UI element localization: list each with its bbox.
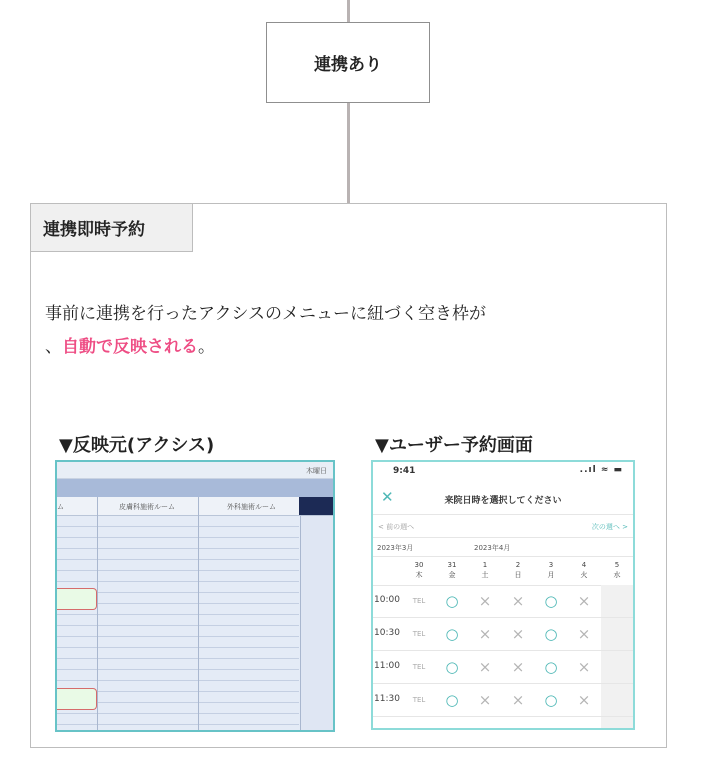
- phone-title-bar: [373, 484, 633, 515]
- day-header: [437, 560, 467, 580]
- instant-booking-panel: [30, 203, 667, 748]
- day-number: 30: [414, 561, 424, 569]
- week-nav: [373, 515, 633, 538]
- axis-dark-header-cell: [299, 497, 335, 515]
- flow-connector-bottom: [347, 103, 350, 203]
- day-header: [569, 560, 599, 580]
- phone-title: 来院日時を選択してください: [444, 496, 562, 506]
- slot-tel-cell: TEL: [412, 597, 426, 605]
- slot-tel-cell: TEL: [412, 630, 426, 638]
- axis-col-1: ム: [57, 503, 64, 511]
- time-slot-row: [373, 684, 633, 717]
- slot-available-icon[interactable]: ○: [445, 691, 459, 709]
- caption-user-booking: ▼ユーザー予約画面: [375, 435, 533, 456]
- slot-available-icon[interactable]: ○: [544, 592, 558, 610]
- time-slot-row: [373, 618, 633, 651]
- axis-top-row: [57, 462, 333, 479]
- flow-connector-top: [347, 0, 350, 22]
- slot-available-icon[interactable]: ○: [544, 658, 558, 676]
- panel-tag: [31, 204, 193, 252]
- day-number: 1: [482, 561, 488, 569]
- day-header: [470, 560, 500, 580]
- day-header: [536, 560, 566, 580]
- description-suffix: 。: [198, 337, 215, 357]
- description-line-2: [45, 331, 486, 364]
- slot-available-icon[interactable]: ○: [544, 625, 558, 643]
- day-number: 31: [447, 561, 457, 569]
- day-of-week: 水: [613, 571, 621, 579]
- slot-available-icon[interactable]: ○: [445, 625, 459, 643]
- slot-available-icon[interactable]: ○: [445, 592, 459, 610]
- flow-node-label: 連携あり: [314, 55, 382, 75]
- axis-schedule-screenshot: [55, 460, 335, 732]
- time-slot-row: [373, 585, 633, 618]
- day-of-week: 金: [448, 571, 456, 579]
- day-of-week: 土: [481, 571, 489, 579]
- month-label: 2023年4月: [474, 544, 511, 552]
- status-time: 9:41: [393, 466, 416, 476]
- day-of-week: 日: [514, 571, 522, 579]
- status-icons: ..ıl ≈ ▬: [579, 465, 623, 475]
- description-highlight: 自動で反映される: [62, 337, 198, 357]
- description-prefix: 、: [45, 337, 62, 357]
- axis-col-3: 外科施術ルーム: [227, 503, 276, 511]
- axis-column-divider: [97, 497, 98, 732]
- time-slot-row: [373, 651, 633, 684]
- slot-unavailable-icon: ×: [577, 592, 591, 610]
- slot-unavailable-icon: ×: [577, 625, 591, 643]
- caption-axis-source: ▼反映元(アクシス): [59, 435, 215, 456]
- slot-tel-cell: TEL: [412, 696, 426, 704]
- slot-unavailable-icon: ×: [577, 658, 591, 676]
- day-header: [602, 560, 632, 580]
- day-number: 3: [548, 561, 554, 569]
- description-line-1: 事前に連携を行ったアクシスのメニューに紐づく空き枠が: [45, 304, 486, 324]
- slot-unavailable-icon: ×: [478, 691, 492, 709]
- day-header: [404, 560, 434, 580]
- month-label: 2023年3月: [377, 544, 414, 552]
- axis-col-2: 皮膚科施術ルーム: [119, 503, 175, 511]
- axis-right-panel: [300, 516, 335, 732]
- panel-description: [45, 298, 486, 364]
- phone-status-bar: [373, 462, 633, 482]
- axis-column-divider: [198, 497, 199, 732]
- slot-time-label: 10:00: [374, 595, 400, 605]
- axis-top-right-text: 木曜日: [306, 467, 327, 475]
- slot-unavailable-icon: ×: [511, 691, 525, 709]
- day-number: 2: [515, 561, 521, 569]
- slot-unavailable-icon: ×: [577, 691, 591, 709]
- slot-unavailable-icon: ×: [511, 592, 525, 610]
- day-of-week: 木: [415, 571, 423, 579]
- next-week-link[interactable]: 次の週へ >: [591, 523, 628, 531]
- axis-column-header: [57, 497, 333, 516]
- axis-booking-block[interactable]: [57, 588, 97, 610]
- slot-time-label: 11:30: [374, 694, 400, 704]
- day-header: [503, 560, 533, 580]
- axis-booking-block[interactable]: [57, 688, 97, 710]
- slot-available-icon[interactable]: ○: [445, 658, 459, 676]
- panel-tag-label: 連携即時予約: [43, 220, 145, 240]
- close-icon[interactable]: ✕: [381, 488, 394, 506]
- day-of-week: 火: [580, 571, 588, 579]
- slot-tel-cell: TEL: [412, 663, 426, 671]
- slot-time-label: 10:30: [374, 628, 400, 638]
- month-row: [373, 538, 633, 556]
- slot-unavailable-icon: ×: [478, 658, 492, 676]
- slot-unavailable-icon: ×: [478, 592, 492, 610]
- slot-unavailable-icon: ×: [511, 625, 525, 643]
- day-of-week: 月: [547, 571, 555, 579]
- prev-week-link[interactable]: < 前の週へ: [378, 523, 415, 531]
- slot-time-label: 11:00: [374, 661, 400, 671]
- day-number: 4: [581, 561, 587, 569]
- days-header: [373, 556, 633, 586]
- slot-available-icon[interactable]: ○: [544, 691, 558, 709]
- flow-node-renkei-ari: [266, 22, 430, 103]
- user-booking-screenshot: [371, 460, 635, 730]
- day-number: 5: [614, 561, 620, 569]
- slot-unavailable-icon: ×: [511, 658, 525, 676]
- axis-header-band: [57, 479, 333, 497]
- slot-unavailable-icon: ×: [478, 625, 492, 643]
